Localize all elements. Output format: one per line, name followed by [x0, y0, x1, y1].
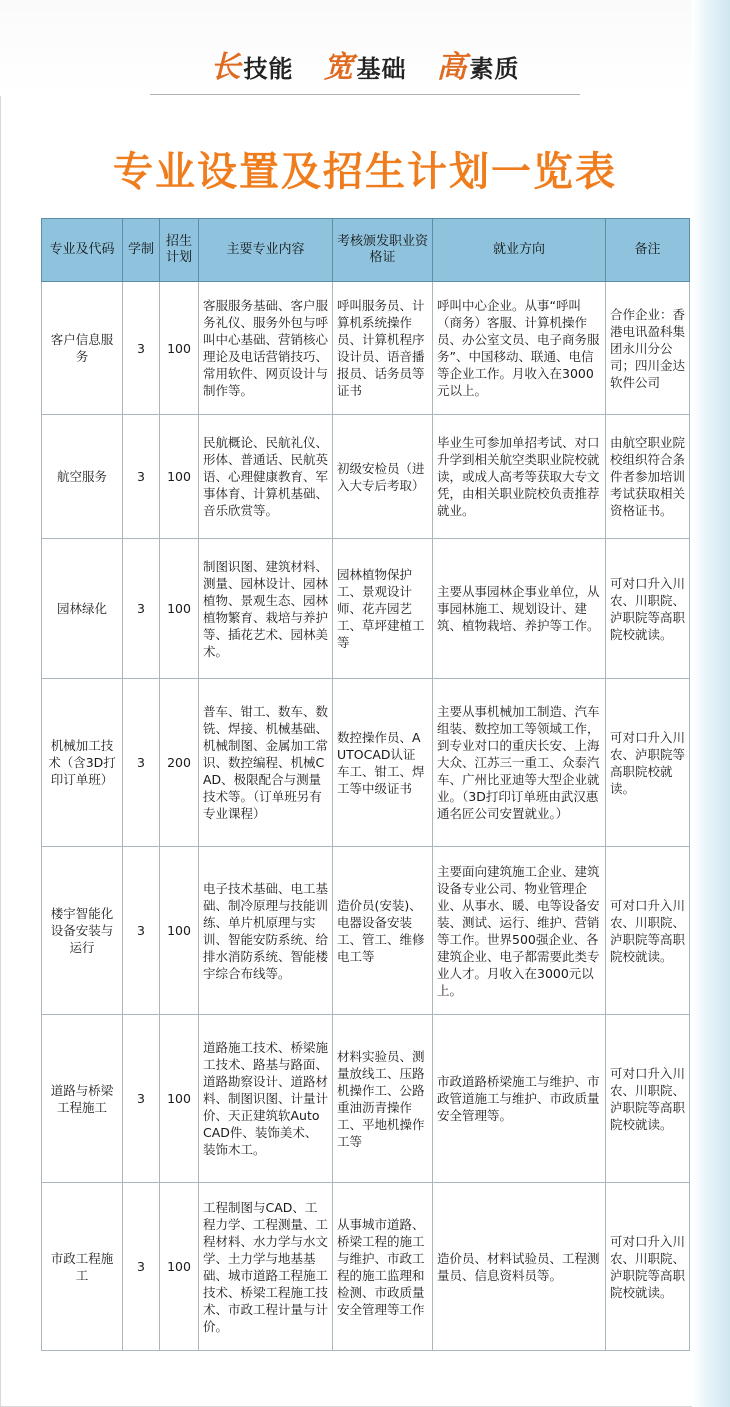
- table-row: [42, 282, 690, 415]
- note-text: 可对口升入川农、川职院、泸职院等高职院校就读。: [606, 1183, 690, 1351]
- years-value: 3: [123, 1183, 160, 1351]
- years-value: 3: [123, 1015, 160, 1183]
- col-header-cert: 考核颁发职业资格证: [333, 219, 433, 282]
- content-text: 客服服务基础、客户服务礼仪、服务外包与呼叫中心基础、营销核心理论及电话营销技巧、常用软件、网页设计与制作等。: [199, 282, 333, 415]
- cert-text: 数控操作员、AUTOCAD认证车工、钳工、焊工等中级证书: [333, 679, 433, 847]
- job-text: 造价员、材料试验员、工程测量员、信息资料员等。: [433, 1183, 606, 1351]
- cert-text: 造价员(安装)、电器设备安装工、管工、维修电工等: [333, 847, 433, 1015]
- motto: [0, 42, 730, 86]
- major-name: 园林绿化: [42, 539, 123, 679]
- job-text: 呼叫中心企业。从事“呼叫（商务）客服、计算机操作员、办公室文员、电子商务服务”、中国移动、联通、电信等企业工作。月收入在3000元以上。: [433, 282, 606, 415]
- content-text: 普车、钳工、数车、数铣、焊接、机械基础、机械制图、金属加工常识、数控编程、机械CAD、极限配合与测量技术等。（订单班另有专业课程）: [199, 679, 333, 847]
- col-header-note: 备注: [606, 219, 690, 282]
- page-title: 专业设置及招生计划一览表: [113, 149, 617, 195]
- col-header-plan: 招生计划: [160, 219, 199, 282]
- enrollment-plan-table: [41, 218, 690, 1351]
- col-header-job: 就业方向: [433, 219, 606, 282]
- plan-value: 100: [160, 1183, 199, 1351]
- years-value: 3: [123, 847, 160, 1015]
- major-name: 机械加工技术（含3D打印订单班）: [42, 679, 123, 847]
- decorative-side-stripe: [692, 0, 730, 1407]
- major-name: 市政工程施工: [42, 1183, 123, 1351]
- plan-value: 200: [160, 679, 199, 847]
- table-row: [42, 415, 690, 539]
- major-name: 航空服务: [42, 415, 123, 539]
- cert-text: 呼叫服务员、计算机系统操作员、计算机程序设计员、语音播报员、话务员等证书: [333, 282, 433, 415]
- plan-value: 100: [160, 415, 199, 539]
- plan-value: 100: [160, 539, 199, 679]
- motto-item-2: 宽基础: [323, 50, 407, 85]
- note-text: 可对口升入川农、泸职院等高职院校就读。: [606, 679, 690, 847]
- job-text: 主要从事园林企事业单位，从事园林施工、规划设计、建筑、植物栽培、养护等工作。: [433, 539, 606, 679]
- content-text: 制图识图、建筑材料、测量、园林设计、园林植物、景观生态、园林植物繁育、栽培与养护等、插花艺术、园林美术。: [199, 539, 333, 679]
- note-text: 合作企业：香港电讯盈科集团永川分公司；四川金达软件公司: [606, 282, 690, 415]
- content-text: 电子技术基础、电工基础、制冷原理与技能训练、单片机原理与实训、智能安防系统、给排水消防系统、智能楼宇综合布线等。: [199, 847, 333, 1015]
- job-text: 主要从事机械加工制造、汽车组装、数控加工等领域工作，到专业对口的重庆长安、上海大众、江苏三一重工、众泰汽车、广州比亚迪等大型企业就业。（3D打印订单班由武汉惠通名匠公司安置就业。）: [433, 679, 606, 847]
- plan-value: 100: [160, 847, 199, 1015]
- col-header-content: 主要专业内容: [199, 219, 333, 282]
- motto-item-3: 高素质: [436, 50, 520, 85]
- table-row: [42, 1183, 690, 1351]
- cert-text: 园林植物保护工、景观设计师、花卉园艺工、草坪建植工等: [333, 539, 433, 679]
- job-text: 市政道路桥梁施工与维护、市政管道施工与维护、市政质量安全管理等。: [433, 1015, 606, 1183]
- years-value: 3: [123, 539, 160, 679]
- col-header-years: 学制: [123, 219, 160, 282]
- plan-value: 100: [160, 1015, 199, 1183]
- content-text: 道路施工技术、桥梁施工技术、路基与路面、道路勘察设计、道路材料、制图识图、计量计价、天正建筑软AutoCAD件、装饰美术、装饰木工。: [199, 1015, 333, 1183]
- note-text: 可对口升入川农、川职院、泸职院等高职院校就读。: [606, 539, 690, 679]
- cert-text: 从事城市道路、桥梁工程的施工与维护、市政工程的施工监理和检测、市政质量安全管理等工作: [333, 1183, 433, 1351]
- major-name: 楼宇智能化设备安装与运行: [42, 847, 123, 1015]
- table-row: [42, 539, 690, 679]
- note-text: 由航空职业院校组织符合条件者参加培训考试获取相关资格证书。: [606, 415, 690, 539]
- years-value: 3: [123, 679, 160, 847]
- table-row: [42, 679, 690, 847]
- table-row: [42, 847, 690, 1015]
- motto-item-1: 长技能: [210, 50, 294, 85]
- header-divider: [150, 94, 580, 95]
- content-text: 工程制图与CAD、工程力学、工程测量、工程材料、水力学与水文学、土力学与地基基础、城市道路工程施工技术、桥梁工程施工技术、市政工程计量与计价。: [199, 1183, 333, 1351]
- job-text: 主要面向建筑施工企业、建筑设备专业公司、物业管理企业、从事水、暖、电等设备安装、测试、运行、维护、营销等工作。世界500强企业、各建筑企业、电子都需要此类专业人才。月收入在3000元以上。: [433, 847, 606, 1015]
- years-value: 3: [123, 282, 160, 415]
- cert-text: 材料实验员、测量放线工、压路机操作工、公路重油沥青操作工、平地机操作工等: [333, 1015, 433, 1183]
- job-text: 毕业生可参加单招考试、对口升学到相关航空类职业院校就读，或成人高考等获取大专文凭，由相关职业院校负责推荐就业。: [433, 415, 606, 539]
- major-name: 道路与桥梁工程施工: [42, 1015, 123, 1183]
- note-text: 可对口升入川农、川职院、泸职院等高职院校就读。: [606, 1015, 690, 1183]
- major-name: 客户信息服务: [42, 282, 123, 415]
- plan-value: 100: [160, 282, 199, 415]
- note-text: 可对口升入川农、川职院、泸职院等高职院校就读。: [606, 847, 690, 1015]
- content-text: 民航概论、民航礼仪、形体、普通话、民航英语、心理健康教育、军事体育、计算机基础、音乐欣赏等。: [199, 415, 333, 539]
- table-header-row: [42, 219, 690, 282]
- years-value: 3: [123, 415, 160, 539]
- table-row: [42, 1015, 690, 1183]
- cert-text: 初级安检员（进入大专后考取）: [333, 415, 433, 539]
- col-header-major: 专业及代码: [42, 219, 123, 282]
